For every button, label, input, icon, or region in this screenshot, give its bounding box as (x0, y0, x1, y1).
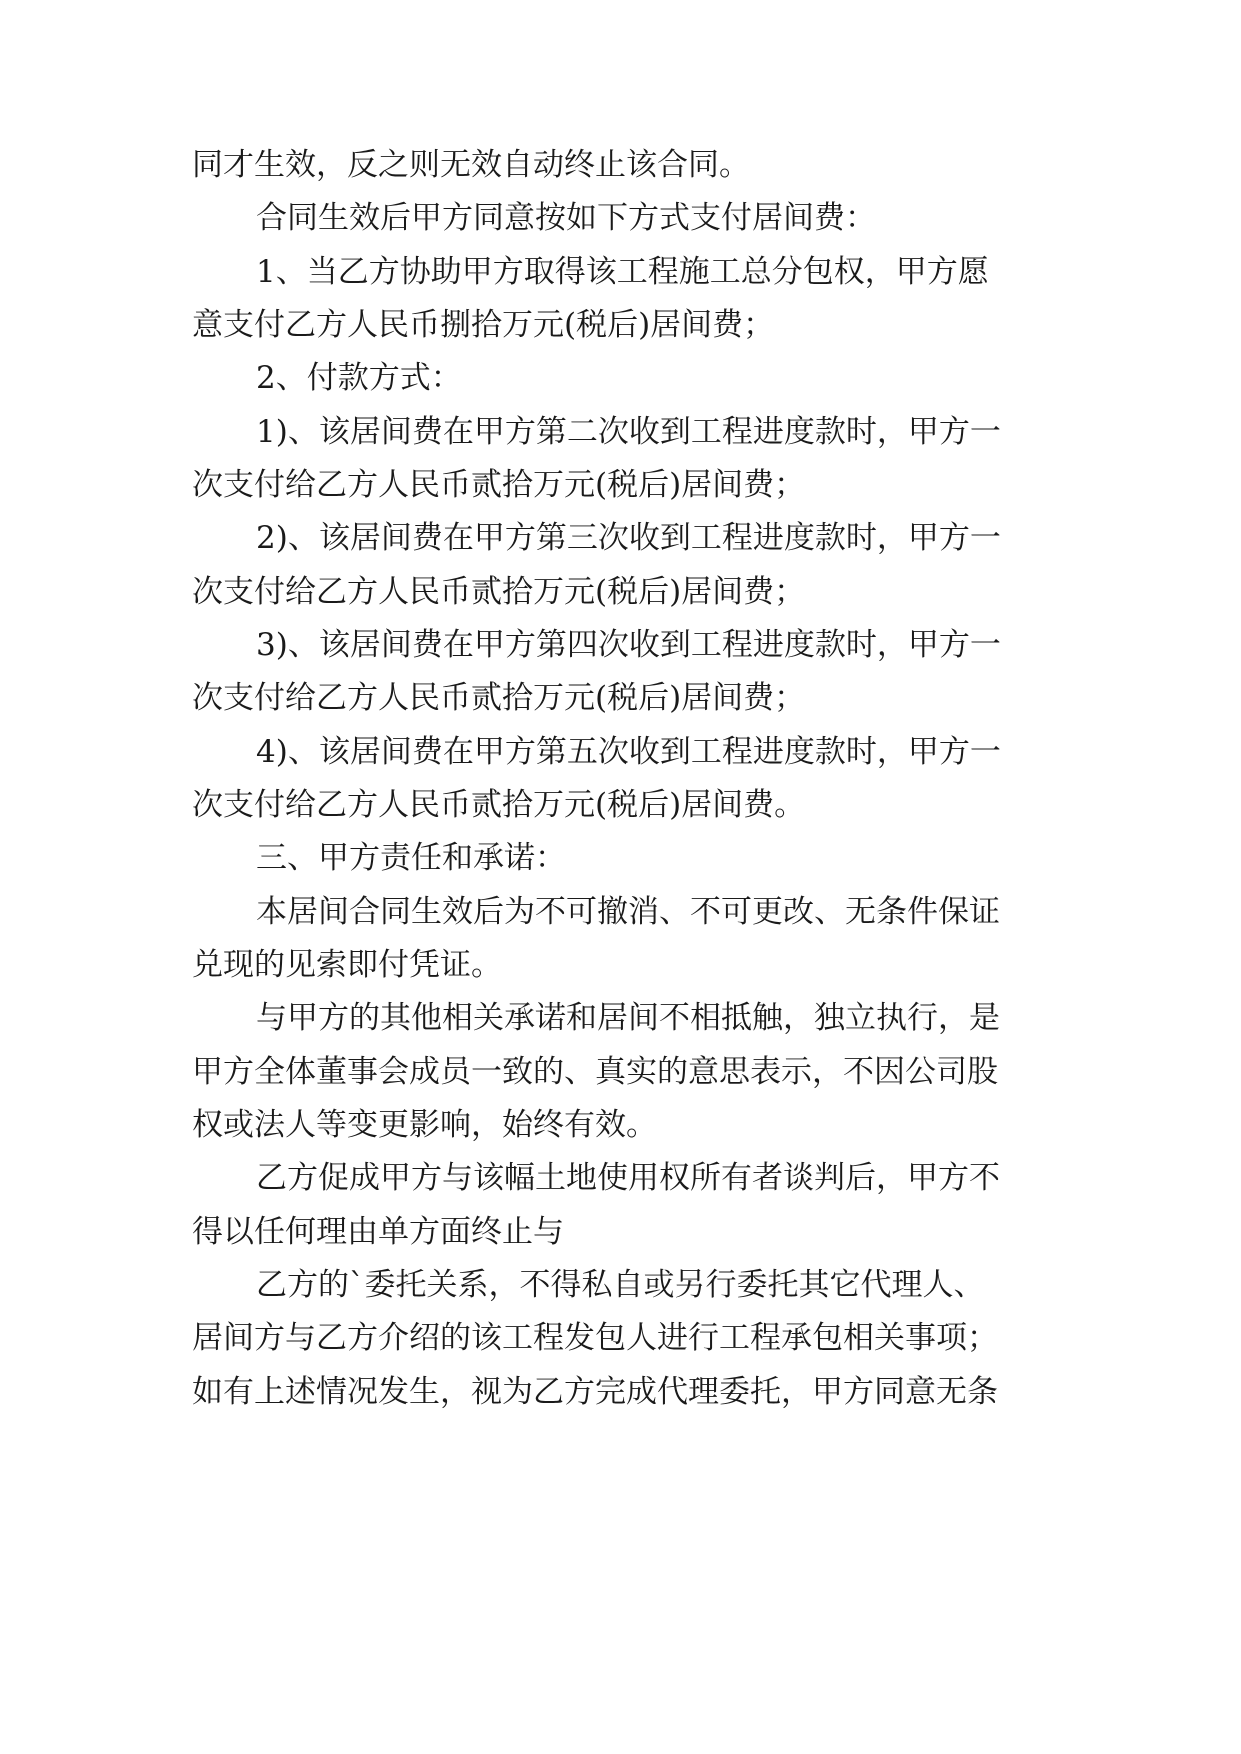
text-line: 兑现的见索即付凭证。 (192, 947, 502, 983)
text-line: 2、付款方式： (256, 360, 462, 396)
text-line: 居间方与乙方介绍的该工程发包人进行工程承包相关事项； (192, 1320, 998, 1356)
text-line: 次支付给乙方人民币贰拾万元(税后)居间费； (192, 467, 806, 503)
text-line: 三、甲方责任和承诺： (256, 840, 566, 876)
text-line: 与甲方的其他相关承诺和居间不相抵触，独立执行，是 (256, 1000, 1000, 1036)
text-line: 4)、该居间费在甲方第五次收到工程进度款时，甲方一 (256, 734, 1001, 770)
text-line: 如有上述情况发生，视为乙方完成代理委托，甲方同意无条 (192, 1374, 998, 1410)
text-line: 权或法人等变更影响，始终有效。 (192, 1107, 657, 1143)
text-line: 得以任何理由单方面终止与 (192, 1214, 564, 1250)
text-line: 甲方全体董事会成员一致的、真实的意思表示，不因公司股 (192, 1054, 998, 1090)
text-line: 次支付给乙方人民币贰拾万元(税后)居间费； (192, 680, 806, 716)
text-line: 1)、该居间费在甲方第二次收到工程进度款时，甲方一 (256, 414, 1001, 450)
text-line: 乙方促成甲方与该幅土地使用权所有者谈判后，甲方不 (256, 1160, 1000, 1196)
text-line: 合同生效后甲方同意按如下方式支付居间费： (256, 200, 876, 236)
text-line: 2)、该居间费在甲方第三次收到工程进度款时，甲方一 (256, 520, 1001, 556)
text-line: 次支付给乙方人民币贰拾万元(税后)居间费； (192, 574, 806, 610)
text-line: 同才生效，反之则无效自动终止该合同。 (192, 147, 750, 183)
text-line: 次支付给乙方人民币贰拾万元(税后)居间费。 (192, 787, 806, 823)
text-line: 乙方的`委托关系，不得私自或另行委托其它代理人、 (256, 1267, 985, 1303)
text-line: 1、当乙方协助甲方取得该工程施工总分包权，甲方愿 (256, 254, 989, 290)
text-line: 3)、该居间费在甲方第四次收到工程进度款时，甲方一 (256, 627, 1001, 663)
text-line: 本居间合同生效后为不可撤消、不可更改、无条件保证 (256, 894, 1000, 930)
text-line: 意支付乙方人民币捌拾万元(税后)居间费； (192, 307, 775, 343)
